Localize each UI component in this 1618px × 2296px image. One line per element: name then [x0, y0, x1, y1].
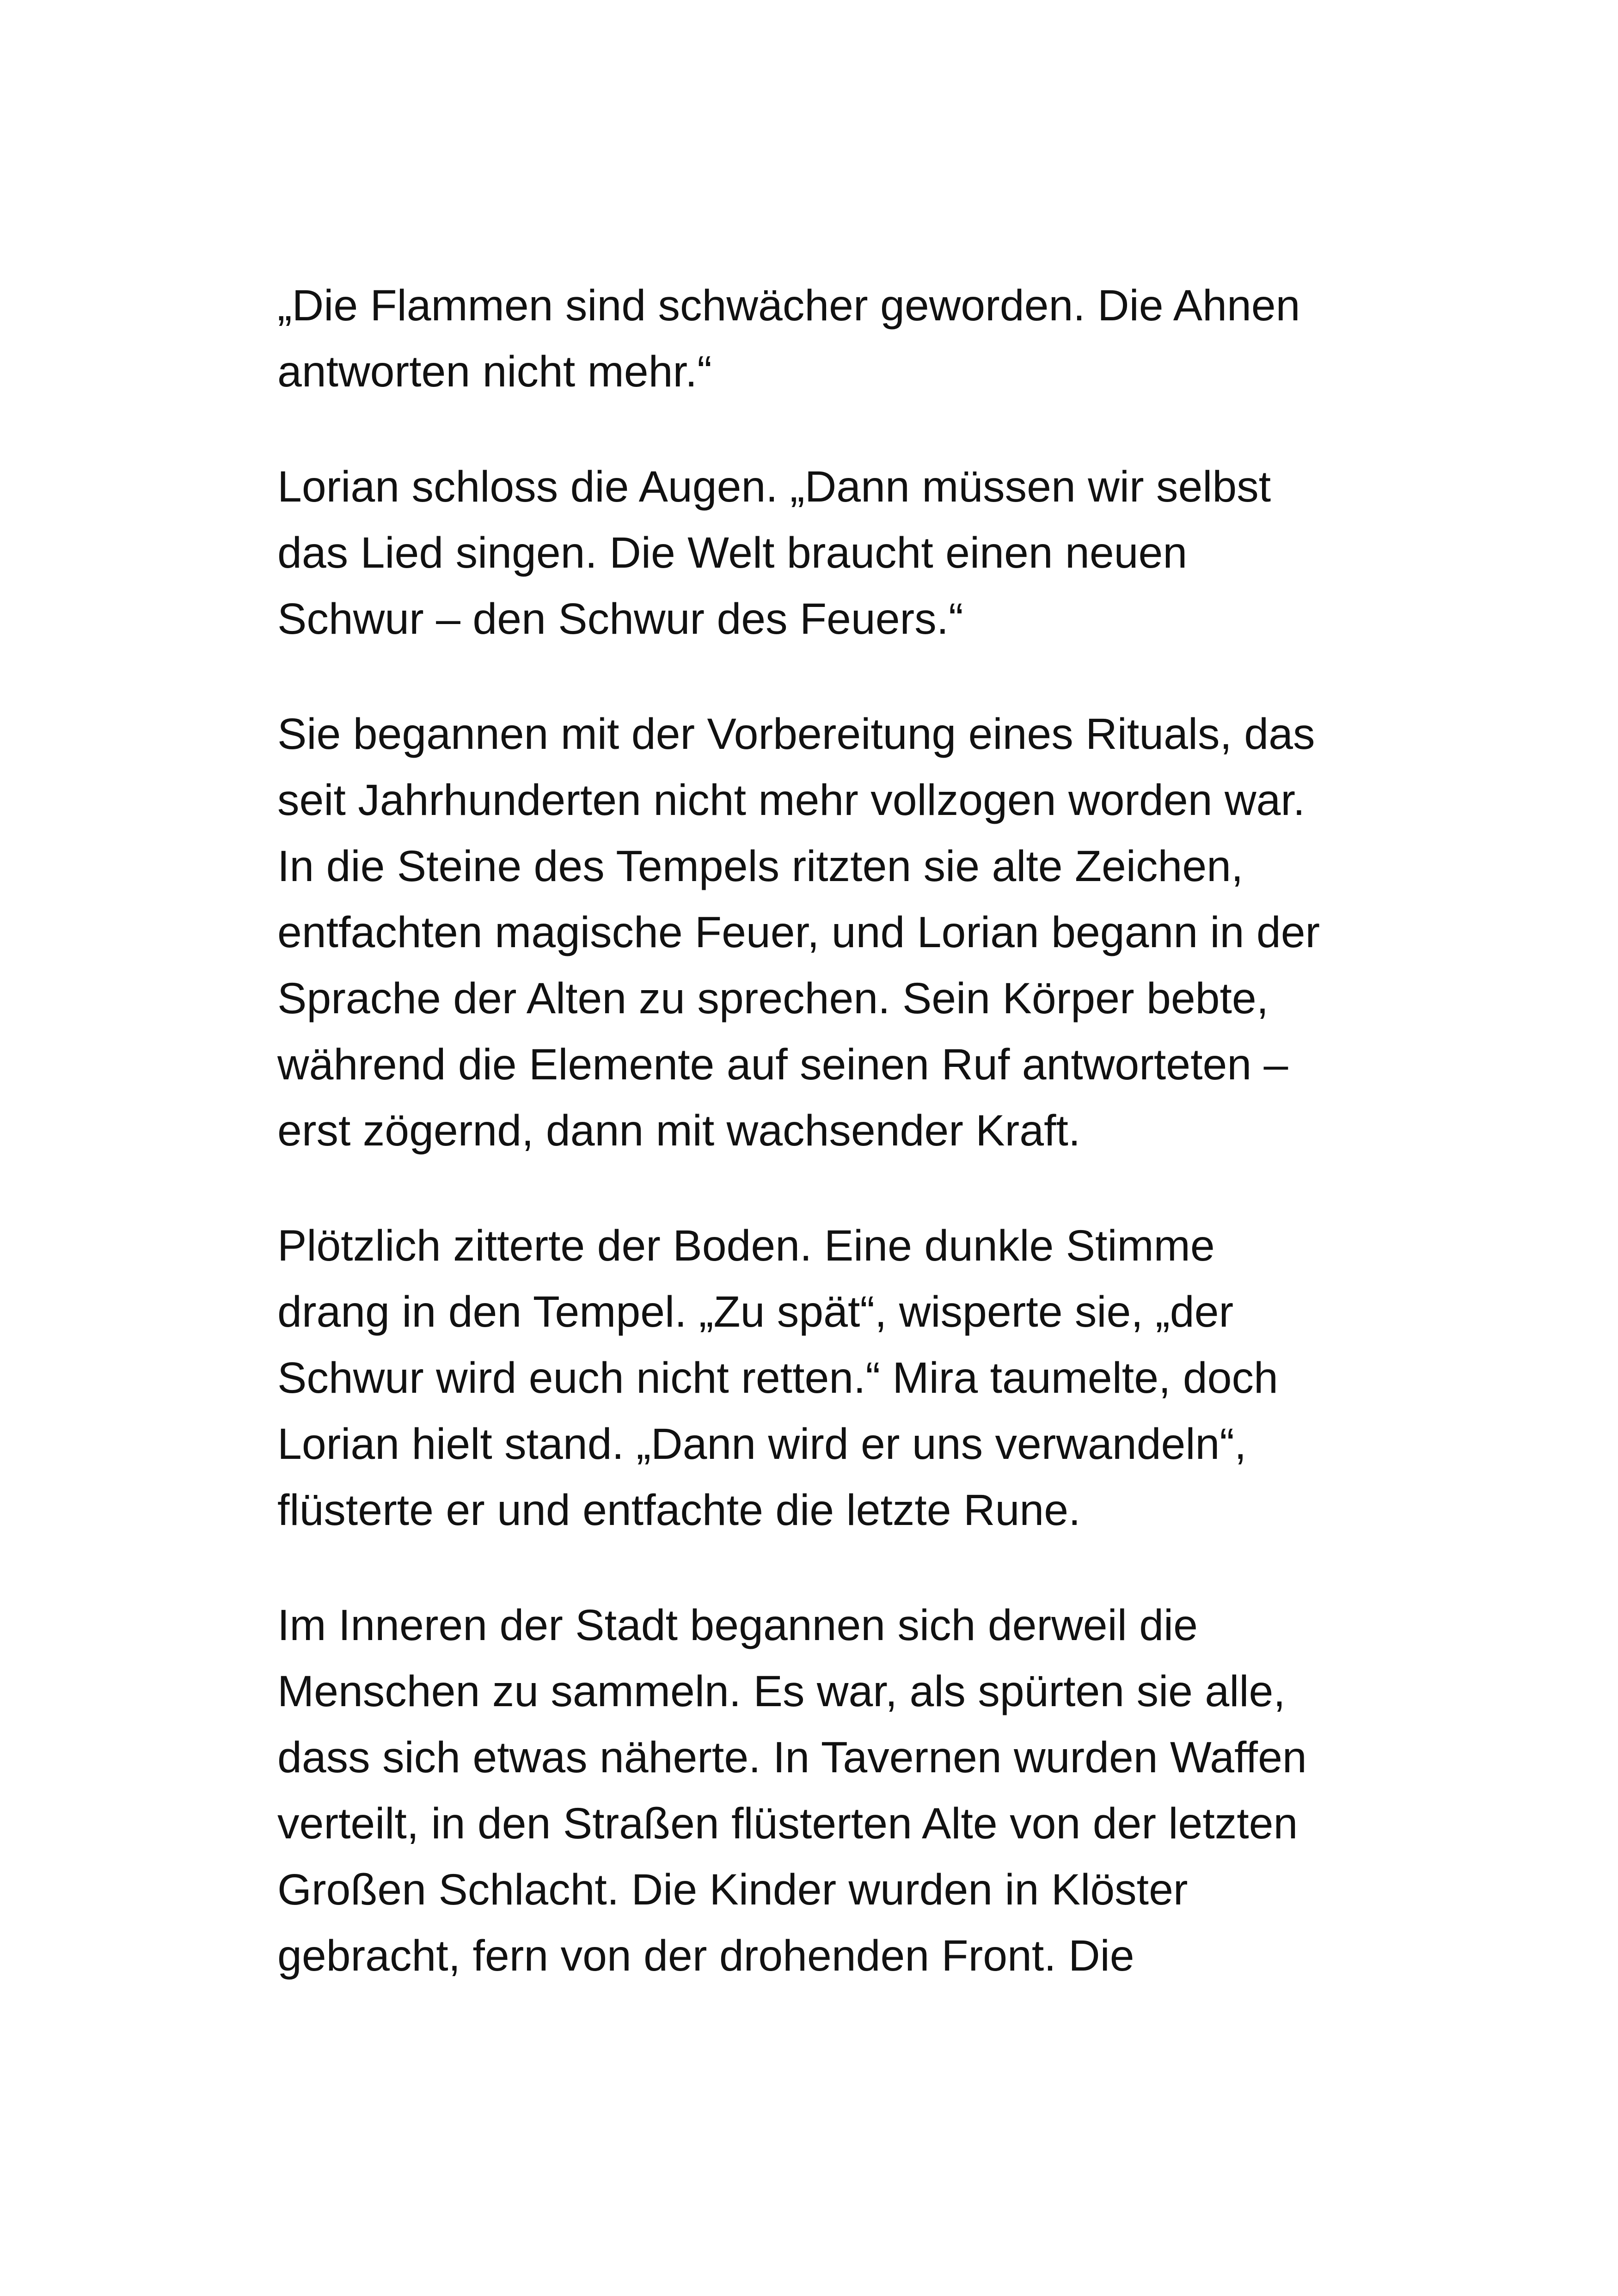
text-line: während die Elemente auf seinen Ruf antworteten –: [277, 1040, 1288, 1089]
text-line: antworten nicht mehr.“: [277, 347, 712, 396]
text-line: Im Inneren der Stadt begannen sich derweil die: [277, 1601, 1198, 1650]
text-line: Schwur wird euch nicht retten.“ Mira taumelte, doch: [277, 1353, 1278, 1402]
text-line: gebracht, fern von der drohenden Front. Die: [277, 1931, 1134, 1980]
paragraph-1: [277, 273, 1350, 405]
text-line: das Lied singen. Die Welt braucht einen neuen: [277, 528, 1188, 577]
body-text: [277, 273, 1350, 2038]
paragraph-3: [277, 701, 1350, 1164]
text-line: Lorian hielt stand. „Dann wird er uns verwandeln“,: [277, 1420, 1247, 1469]
text-line: entfachten magische Feuer, und Lorian begann in der: [277, 908, 1320, 957]
text-line: Lorian schloss die Augen. „Dann müssen wir selbst: [277, 462, 1271, 511]
text-line: seit Jahrhunderten nicht mehr vollzogen worden war.: [277, 776, 1305, 825]
text-line: Großen Schlacht. Die Kinder wurden in Klöster: [277, 1865, 1188, 1914]
text-line: erst zögernd, dann mit wachsender Kraft.: [277, 1106, 1081, 1155]
paragraph-5: [277, 1592, 1350, 1989]
text-line: dass sich etwas näherte. In Tavernen wurden Waffen: [277, 1733, 1307, 1782]
text-line: verteilt, in den Straßen flüsterten Alte von der letzten: [277, 1799, 1298, 1848]
paragraph-2: [277, 454, 1350, 652]
text-line: Sprache der Alten zu sprechen. Sein Körper bebte,: [277, 974, 1269, 1023]
text-line: Plötzlich zitterte der Boden. Eine dunkle Stimme: [277, 1221, 1215, 1270]
text-line: Sie begannen mit der Vorbereitung eines Rituals, das: [277, 710, 1315, 759]
text-line: drang in den Tempel. „Zu spät“, wisperte sie, „der: [277, 1287, 1234, 1336]
text-line: Schwur – den Schwur des Feuers.“: [277, 594, 963, 643]
paragraph-4: [277, 1213, 1350, 1543]
text-line: flüsterte er und entfachte die letzte Rune.: [277, 1486, 1081, 1535]
text-line: In die Steine des Tempels ritzten sie alte Zeichen,: [277, 842, 1244, 891]
text-line: „Die Flammen sind schwächer geworden. Die Ahnen: [277, 281, 1300, 330]
text-line: Menschen zu sammeln. Es war, als spürten sie alle,: [277, 1667, 1286, 1716]
